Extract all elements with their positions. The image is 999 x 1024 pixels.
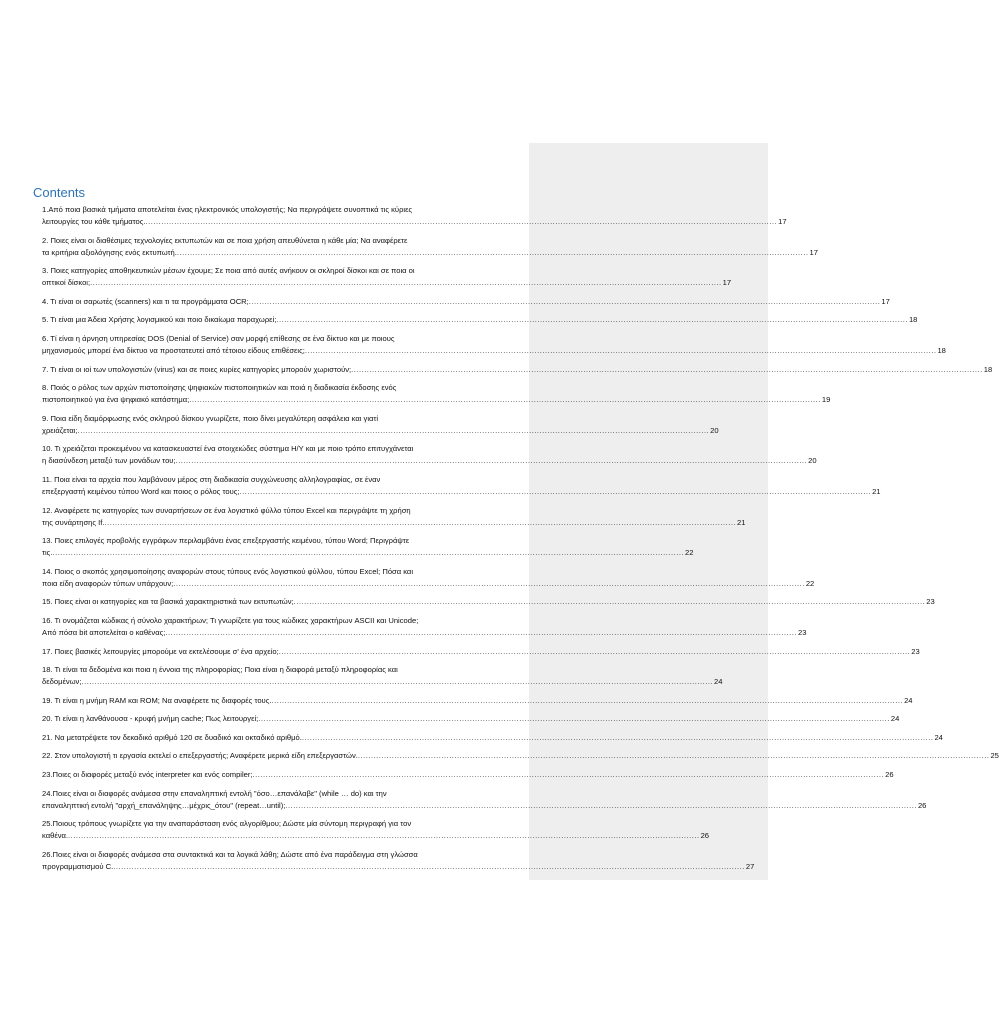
toc-page-number: 21 (872, 486, 881, 496)
toc-entry-line (42, 247, 818, 259)
toc-entry[interactable] (42, 265, 732, 289)
toc-page-number: 22 (685, 548, 694, 558)
toc-entry-text: 4. Τι είναι οι σαρωτές (scanners) και τι τα προγράμματα OCR; (42, 296, 249, 306)
toc-entry[interactable] (42, 566, 815, 590)
toc-entry-line (42, 750, 999, 762)
toc-entry[interactable] (42, 535, 694, 559)
toc-dot-leader (52, 547, 684, 559)
toc-entry-line (42, 394, 831, 406)
toc-entry-line (42, 830, 710, 842)
toc-entry[interactable] (42, 818, 710, 842)
toc-entry-text: δεδομένων; (42, 677, 82, 687)
toc-entry-text-line1: 16. Τι ονομάζεται κώδικας ή σύνολο χαρακτήρων; Τι γνωρίζετε για τους κώδικες χαρακτήρων ASCII και Unicode; (42, 615, 419, 625)
toc-entry-line (42, 547, 694, 559)
toc-page-number: 24 (890, 714, 900, 724)
toc-entry-text: της συνάρτησης If. (42, 517, 105, 527)
toc-entry-line (42, 646, 920, 658)
toc-entry-text: η διασύνδεση μεταξύ των μονάδων του; (42, 456, 176, 466)
toc-dot-leader (258, 713, 890, 725)
toc-page-number: 24 (904, 695, 913, 705)
toc-entry[interactable] (42, 596, 935, 608)
toc-entry-text-line1: 25.Ποιους τρόπους γνωρίζετε για την αναπαράσταση ενός αλγορίθμου; Δώστε μία σύντομη περιγραφή για τον (42, 819, 412, 829)
toc-page-number: 24 (934, 732, 943, 742)
toc-page-number: 19 (821, 395, 831, 405)
toc-page-number: 17 (722, 278, 732, 288)
toc-page-number: 18 (937, 345, 946, 355)
toc-page-number: 23 (911, 646, 920, 656)
toc-entry[interactable] (42, 235, 818, 259)
toc-page-number: 21 (737, 517, 746, 527)
toc-entry-text-line1: 12. Αναφέρετε τις κατηγορίες των συναρτήσεων σε ένα λογιστικό φύλλο τύπου Excel και περιγράψτε τη χρήση (42, 505, 411, 515)
toc-entry-line (42, 732, 943, 744)
toc-entry-text-line1: 3. Ποιες κατηγορίες αποθηκευτικών μέσων έχουμε; Σε ποια από αυτές ανήκουν οι σκληροί δίσκοι και σε ποια οι (42, 266, 415, 276)
toc-entry[interactable] (42, 664, 723, 688)
toc-page-number: 18 (908, 315, 918, 325)
toc-entry-text: χρειάζεται; (42, 425, 78, 435)
toc-entry-text: τα κριτήρια αξιολόγησης ενός εκτυπωτή. (42, 247, 177, 257)
toc-entry-line (42, 216, 787, 228)
toc-dot-leader (165, 627, 797, 639)
toc-entry[interactable] (42, 204, 787, 228)
toc-entry-text: 23.Ποιες οι διαφορές μεταξύ ενός interpreter και ενός compiler; (42, 770, 253, 780)
toc-entry-text-line1: 9. Ποια είδη διαμόρφωσης ενός σκληρού δίσκου γνωρίζετε, ποιο δίνει μεγαλύτερη ασφάλεια και γιατί (42, 413, 379, 423)
toc-entry-line (42, 296, 890, 308)
toc-entry-line (42, 277, 732, 289)
toc-entry[interactable] (42, 615, 807, 639)
toc-dot-leader (189, 394, 821, 406)
toc-entry-text: μηχανισμούς μπορεί ένα δίκτυο να προστατευτεί από τέτοιου είδους επιθέσεις; (42, 345, 305, 355)
toc-page-number: 27 (745, 861, 755, 871)
toc-entry-text: 17. Ποιες βασικές λειτουργίες μπορούμε να εκτελέσουμε σ' ένα αρχείο; (42, 646, 279, 656)
toc-dot-leader (279, 646, 911, 658)
toc-entry-line (42, 627, 807, 639)
toc-page-number: 26 (917, 800, 927, 810)
toc-entry-line (42, 695, 913, 707)
toc-entry[interactable] (42, 364, 993, 376)
toc-entry-text-line1: 14. Ποιος ο σκοπός χρησιμοποίησης αναφορών στους τύπους ενός λογιστικού φύλλου, τύπου Excel; Πόσα και (42, 566, 414, 576)
toc-entry-line (42, 314, 918, 326)
toc-dot-leader (78, 425, 710, 437)
toc-entry[interactable] (42, 474, 881, 498)
toc-page-number: 26 (700, 831, 710, 841)
toc-entry-text: 20. Τι είναι η λανθάνουσα - κρυφή μνήμη cache; Πως λειτουργεί; (42, 714, 259, 724)
toc-entry-text-line1: 8. Ποιός ο ρόλος των αρχών πιστοποίησης ψηφιακών πιστοποιητικών και ποιά η διαδικασία έκδοσης ενός (42, 383, 397, 393)
toc-entry-text-line1: 11. Ποια είναι τα αρχεία που λαμβάνουν μέρος στη διαδικασία συγχώνευσης αλληλογραφίας, σε έναν (42, 474, 381, 484)
toc-entry-text: πιστοποιητικού για ένα ψηφιακό κατάστημα; (42, 395, 190, 405)
toc-entry-line (42, 596, 935, 608)
toc-page-number: 20 (710, 425, 719, 435)
toc-entry-text: λειτουργίες του κάθε τμήματος. (42, 217, 146, 226)
toc-dot-leader (358, 750, 990, 762)
toc-entry-text: ποια είδη αναφορών τύπων υπάρχουν; (42, 578, 174, 588)
toc-page-number: 22 (805, 578, 815, 588)
toc-entry-text: καθένα. (42, 831, 68, 841)
toc-entry[interactable] (42, 296, 890, 308)
toc-entry-text: 15. Ποιες είναι οι κατηγορίες και τα βασικά χαρακτηριστικά των εκτυπωτών; (42, 597, 294, 607)
toc-entry[interactable] (42, 849, 755, 873)
toc-dot-leader (302, 732, 934, 744)
toc-dot-leader (253, 769, 885, 781)
toc-entry-line (42, 455, 817, 467)
toc-dot-leader (173, 578, 805, 590)
toc-entry[interactable] (42, 314, 918, 326)
toc-entry[interactable] (42, 713, 900, 725)
toc-entry[interactable] (42, 505, 746, 529)
toc-dot-leader (176, 455, 808, 467)
toc-entry-text: επεξεργαστή κειμένου τύπου Word και ποιος ο ρόλος τους; (42, 486, 240, 496)
toc-dot-leader (90, 277, 722, 289)
toc-entry-text-line1: 26.Ποιες είναι οι διαφορές ανάμεσα στα συντακτικά και τα λογικά λάθη; Δώστε από ένα παράδειγμα στη γλώσσα (42, 849, 418, 859)
toc-entry-line (42, 345, 946, 357)
toc-page-number: 26 (885, 770, 894, 780)
toc-entry-text: επαναληπτική εντολή "αρχή_επανάληψης…μέχρις_ότου" (repeat…until); (42, 800, 286, 810)
toc-entry-text: 19. Τι είναι η μνήμη RAM και ROM; Να αναφέρετε τις διαφορές τους. (42, 695, 272, 705)
toc-entry-text: τις. (42, 548, 53, 558)
toc-entry[interactable] (42, 750, 999, 762)
toc-entry-text-line1: 6. Τί είναι η άρνηση υπηρεσίας DOS (Denial of Service) σαν μορφή επίθεσης σε ένα δίκτυο και με ποιους (42, 333, 395, 343)
toc-entry-text-line1: 1.Από ποια βασικά τμήματα αποτελείται ένας ηλεκτρονικός υπολογιστής; Να περιγράψετε συνοπτικά τις κύριες (42, 205, 413, 214)
toc-page-number: 23 (926, 597, 935, 607)
toc-page-number: 17 (881, 296, 890, 306)
toc-entry[interactable] (42, 769, 894, 781)
toc-entry[interactable] (42, 443, 817, 467)
toc-page-number: 20 (808, 456, 817, 466)
toc-dot-leader (146, 216, 778, 228)
toc-dot-leader (177, 247, 809, 259)
toc-title: Contents (33, 185, 86, 200)
toc-entry-text: 21. Να μετατρέψετε τον δεκαδικό αριθμό 120 σε δυαδικό και οκταδικό αριθμό. (42, 732, 302, 742)
toc-dot-leader (285, 800, 917, 812)
toc-entry-line (42, 364, 993, 376)
toc-entry-text: Από πόσα bit αποτελείται ο καθένας; (42, 627, 166, 637)
toc-dot-leader (276, 314, 908, 326)
toc-entry[interactable] (42, 382, 831, 406)
toc-entry[interactable] (42, 732, 943, 744)
table-of-contents (42, 204, 999, 879)
toc-dot-leader (351, 364, 983, 376)
toc-entry[interactable] (42, 695, 913, 707)
toc-entry-text-line1: 24.Ποιες είναι οι διαφορές ανάμεσα στην επαναληπτική εντολή "όσο…επανάλαβε" (while … do) και την (42, 788, 387, 798)
toc-entry-text-line1: 2. Ποιες είναι οι διαθέσιμες τεχνολογίες εκτυπωτών και σε ποια χρήση απευθύνεται η κάθε μία; Να αναφέρετε (42, 235, 408, 245)
toc-dot-leader (81, 676, 713, 688)
toc-entry-text-line1: 18. Τι είναι τα δεδομένα και ποια η έννοια της πληροφορίας; Ποια είναι η διαφορά μεταξύ πληροφορίας και (42, 665, 398, 675)
toc-dot-leader (113, 861, 745, 873)
toc-dot-leader (240, 486, 872, 498)
toc-dot-leader (305, 345, 937, 357)
toc-entry-text-line1: 13. Ποιες επιλογές προβολής εγγράφων περιλαμβάνει ένας επεξεργαστής κειμένου, τύπου Word; Περιγράψτε (42, 536, 410, 546)
toc-entry-line (42, 713, 900, 725)
toc-entry-line (42, 769, 894, 781)
toc-dot-leader (249, 296, 881, 308)
toc-page-number: 17 (809, 247, 818, 257)
toc-entry[interactable] (42, 333, 946, 357)
toc-entry-line (42, 578, 815, 590)
toc-dot-leader (104, 517, 736, 529)
toc-page-number: 17 (778, 217, 787, 226)
toc-entry[interactable] (42, 646, 920, 658)
toc-entry[interactable] (42, 788, 927, 812)
toc-entry-line (42, 425, 719, 437)
toc-dot-leader (294, 596, 926, 608)
toc-dot-leader (271, 695, 903, 707)
toc-dot-leader (68, 830, 700, 842)
toc-page-number: 18 (983, 364, 993, 374)
toc-entry-line (42, 861, 755, 873)
toc-entry-text: 7. Τι είναι οι ιοί των υπολογιστών (virus) και σε ποιες κυρίες κατηγορίες μπορούν χωριστούν; (42, 364, 352, 374)
toc-entry-line (42, 676, 723, 688)
toc-entry[interactable] (42, 413, 719, 437)
toc-page-number: 23 (797, 627, 807, 637)
toc-entry-text-line1: 10. Τι χρειάζεται προκειμένου να κατασκευαστεί ένα στοιχειώδες σύστημα Η/Υ και με ποιο τρόπο επιτυγχάνεται (42, 444, 414, 454)
toc-entry-line (42, 486, 881, 498)
toc-entry-line (42, 517, 746, 529)
toc-entry-text: 5. Τι είναι μια Άδεια Χρήσης λογισμικού και ποιο δικαίωμα παραχωρεί; (42, 315, 277, 325)
toc-entry-text: οπτικοί δίσκοι; (42, 278, 91, 288)
toc-page-number: 25 (990, 751, 999, 761)
toc-entry-text: 22. Στον υπολογιστή τι εργασία εκτελεί ο επεξεργαστής; Αναφέρετε μερικά είδη επεξεργαστών. (42, 751, 358, 761)
toc-page-number: 24 (714, 677, 723, 687)
toc-entry-line (42, 800, 927, 812)
toc-entry-text: προγραμματισμού C. (42, 861, 114, 871)
